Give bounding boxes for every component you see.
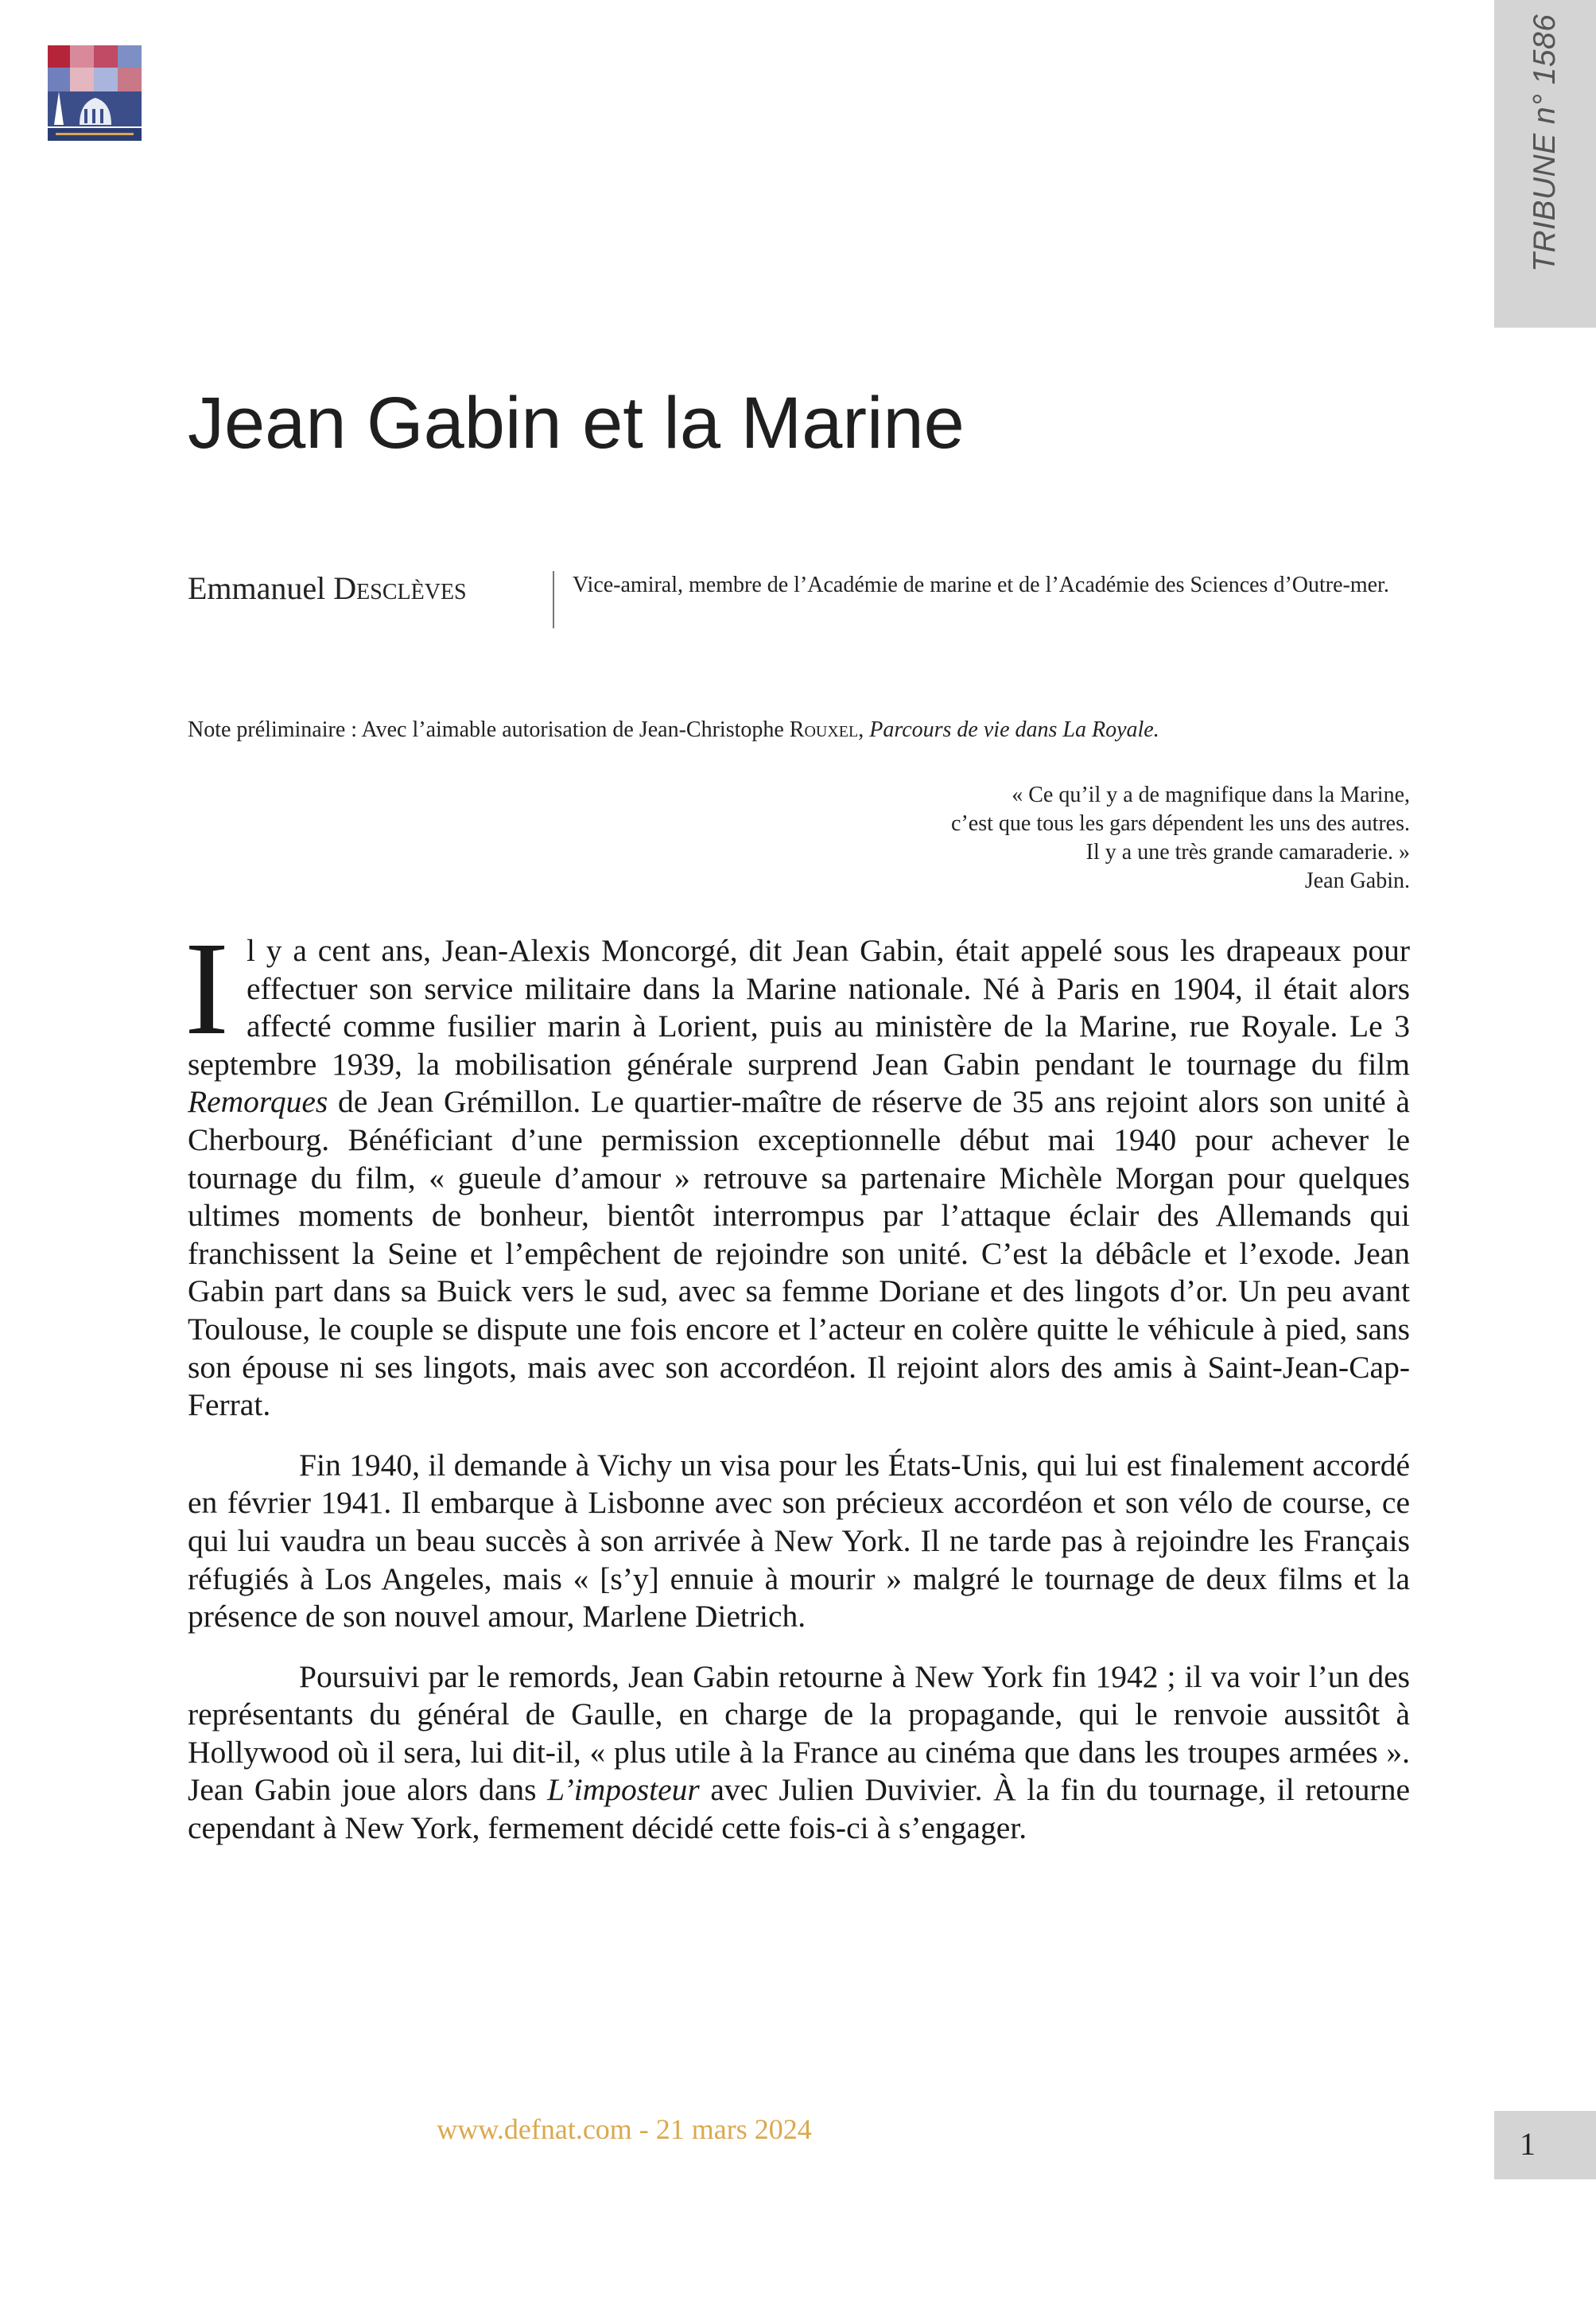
film-title-imposteur: L’imposteur <box>547 1772 700 1808</box>
article-body <box>184 915 1410 1870</box>
note-prefix: Note préliminaire : Avec l’aimable autorisation de Jean-Christophe <box>188 717 790 742</box>
defense-nationale-logo-icon <box>48 45 142 141</box>
paragraph-1-part-1: l y a cent ans, Jean-Alexis Moncorgé, dit Jean Gabin, était appelé sous les drapeaux pour effectuer son service militaire dans la Marine nationale. Né à Paris en 1904, il était alors affecté comme fusilier marin à Lorient, puis au ministère de la Marine, rue Royale. Le 3 septembre 1939, la mobilisation générale surprend Jean Gabin pendant le tournage du film <box>188 933 1410 1082</box>
page-number-tab <box>1494 2111 1596 2179</box>
preliminary-note <box>188 717 1412 743</box>
note-work-title: Parcours de vie dans La Royale. <box>869 717 1159 742</box>
epigraph-line: Il y a une très grande camaraderie. » <box>1085 840 1410 865</box>
drop-cap: I <box>184 915 229 1063</box>
author-first-name: Emmanuel <box>188 570 334 606</box>
tribune-side-tab <box>1494 0 1596 328</box>
epigraph-line: « Ce qu’il y a de magnifique dans la Marine, <box>1012 783 1410 807</box>
note-name: Rouxel <box>789 717 859 742</box>
author-role: Vice-amiral, membre de l’Académie de marine et de l’Académie des Sciences d’Outre-mer. <box>573 573 1389 597</box>
epigraph <box>951 781 1410 896</box>
note-separator: , <box>858 717 870 742</box>
author-name <box>188 569 467 607</box>
footer-site-date[interactable]: www.defnat.com - 21 mars 2024 <box>437 2113 812 2145</box>
tribune-number-label: TRIBUNE n° 1586 <box>1528 14 1562 272</box>
epigraph-line: c’est que tous les gars dépendent les uns des autres. <box>951 811 1410 836</box>
epigraph-attribution: Jean Gabin. <box>1304 869 1410 893</box>
film-title-remorques: Remorques <box>188 1084 328 1120</box>
paragraph-2: Fin 1940, il demande à Vichy un visa pour les États-Unis, qui lui est finalement accordé en février 1941. Il embarque à Lisbonne avec son précieux accordéon et son vélo de course, ce qui lui vaudra un beau succès à son arrivée à New York. Il ne tarde pas à rejoindre les Français réfugiés à Los Angeles, mais « [s’y] ennuie à mourir » malgré le tournage de deux films et la présence de son nouvel amour, Marlene Dietrich. <box>188 1447 1410 1634</box>
author-divider <box>553 571 554 628</box>
paragraph-3 <box>188 1658 1410 1848</box>
paragraph-1 <box>184 915 1410 1425</box>
author-last-name: Desclèves <box>333 570 467 606</box>
paragraph-3-part-1: Poursuivi par le remords, Jean Gabin retourne à New York fin 1942 ; il va voir l’un des représentants du général de Gaulle, en charge de la propagande, qui le renvoie aussitôt à Hollywood où il sera, lui dit-il, « plus utile à la France au cinéma que dans les troupes armées ». Jean Gabin joue alors dans <box>188 1658 1410 1808</box>
revue-logo <box>48 45 142 141</box>
page-number: 1 <box>1520 2126 1536 2162</box>
article-title: Jean Gabin et la Marine <box>188 383 965 464</box>
paragraph-3-part-2: avec Julien Duvivier. À la fin du tournage, il retourne cependant à New York, fermement décidé cette fois-ci à s’engager. <box>188 1772 1410 1846</box>
paragraph-1-part-2: de Jean Grémillon. Le quartier-maître de réserve de 35 ans rejoint alors son unité à Cherbourg. Bénéficiant d’une permission exceptionnelle début mai 1940 pour achever le tournage du film, « gueule d’amour » retrouve sa partenaire Michèle Morgan pour quelques ultimes moments de bonheur, bientôt interrompus par l’attaque éclair des Allemands qui franchissent la Seine et l’empêchent de rejoindre son unité. C’est la débâcle et l’exode. Jean Gabin part dans sa Buick vers le sud, avec sa femme Doriane et des lingots d’or. Un peu avant Toulouse, le couple se dispute une fois encore et l’acteur en colère quitte le véhicule à pied, sans son épouse ni ses lingots, mais avec son accordéon. Il rejoint alors des amis à Saint-Jean-Cap-Ferrat. <box>188 1084 1410 1423</box>
